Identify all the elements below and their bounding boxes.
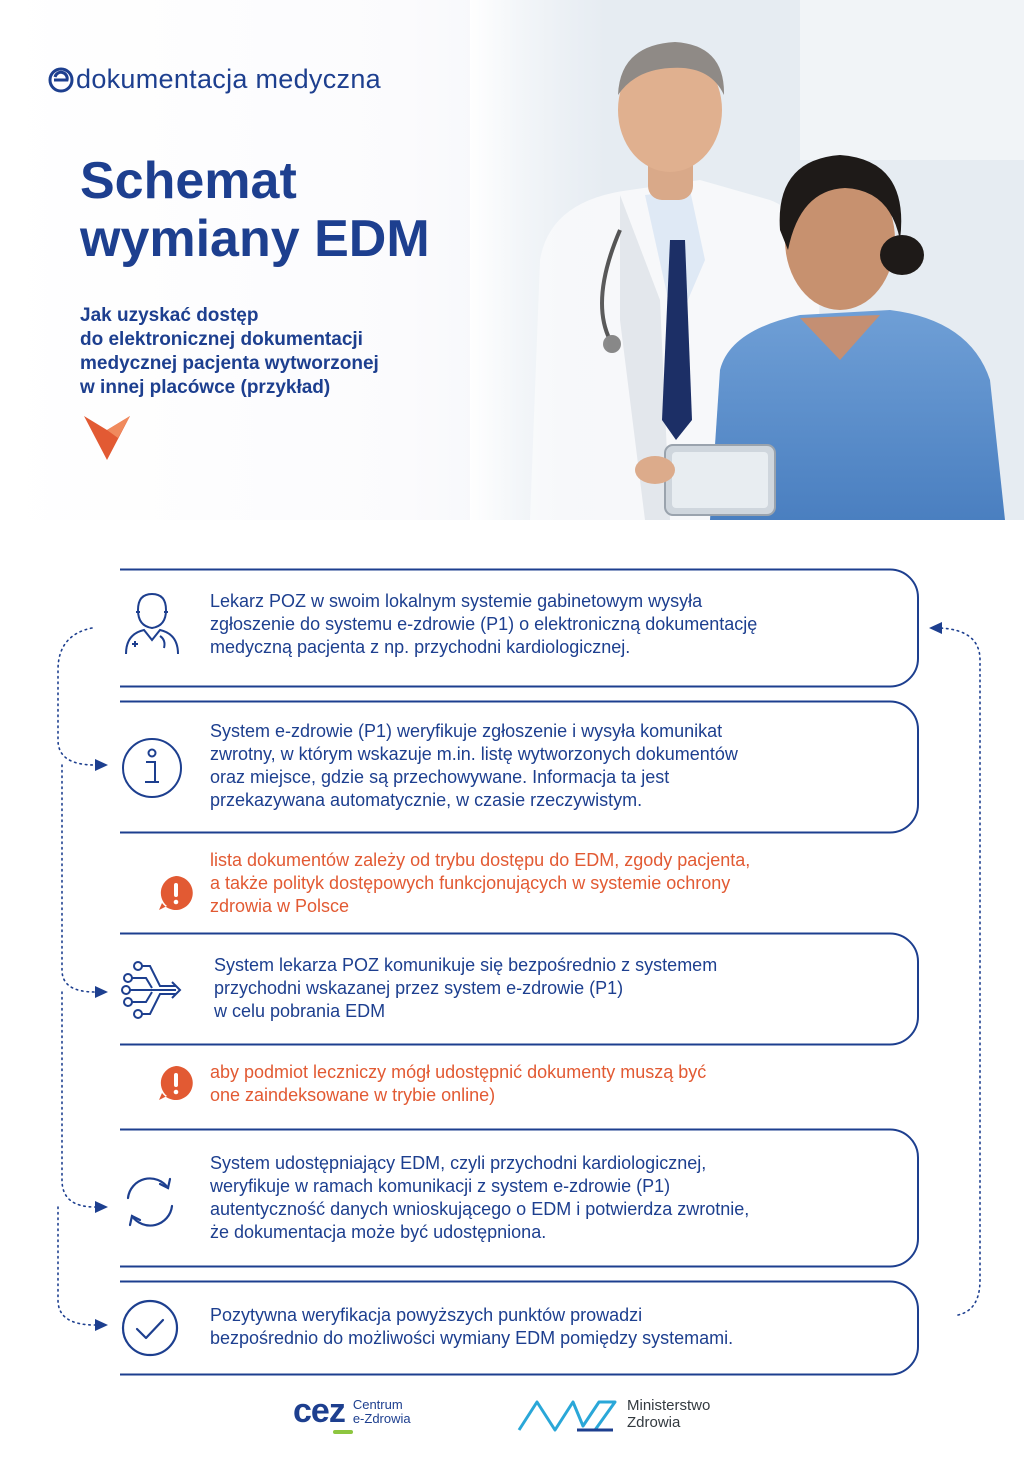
warning-note — [150, 1055, 910, 1117]
cez-logo — [293, 1392, 411, 1431]
step-text — [210, 1304, 910, 1350]
subtitle-line: medycznej pacjenta wytworzonej — [80, 353, 379, 374]
step-card — [120, 700, 920, 834]
text-line: zgłoszenie do systemu e-zdrowie (P1) o elektroniczną dokumentację — [210, 614, 758, 634]
brand-logo — [48, 64, 381, 95]
step-text — [210, 720, 910, 812]
cez-caption-line: e-Zdrowia — [352, 1410, 411, 1426]
check-icon — [120, 1298, 180, 1358]
text-line: aby podmiot leczniczy mógł udostępnić dokumenty muszą być — [210, 1062, 707, 1082]
step-text — [210, 590, 910, 659]
step-card — [120, 1280, 920, 1376]
cez-wordmark: cez — [293, 1392, 345, 1430]
alert-icon — [158, 875, 194, 911]
step-card — [120, 568, 920, 688]
network-icon — [120, 960, 186, 1020]
text-line: w celu pobrania EDM — [214, 1001, 386, 1021]
page-title — [80, 152, 430, 268]
text-line: a także polityk dostępowych funkcjonujących w systemie ochrony — [210, 873, 731, 893]
text-line: że dokumentacja może być udostępniona. — [210, 1222, 547, 1242]
sync-icon — [120, 1172, 180, 1232]
text-line: medyczną pacjenta z np. przychodni kardiologicznej. — [210, 637, 631, 657]
subtitle-line: w innej placówce (przykład) — [80, 377, 331, 398]
cez-caption — [353, 1398, 411, 1426]
page-subtitle — [80, 304, 460, 400]
doctor-icon — [120, 588, 184, 658]
exchange-flow — [0, 540, 1024, 1380]
text-line: weryfikuje w ramach komunikacji z system e-zdrowie (P1) — [210, 1176, 671, 1196]
text-line: przekazywana automatycznie, w czasie rzeczywistym. — [210, 790, 643, 810]
brand-text: dokumentacja medyczna — [76, 64, 381, 94]
ministry-caption-line: Zdrowia — [627, 1414, 681, 1431]
text-line: System udostępniający EDM, czyli przychodni kardiologicznej, — [210, 1153, 707, 1173]
text-line: lista dokumentów zależy od trybu dostępu do EDM, zgody pacjenta, — [210, 850, 751, 870]
cez-caption-line: Centrum — [352, 1396, 403, 1412]
subtitle-line: Jak uzyskać dostęp — [80, 305, 259, 326]
title-line: Schemat — [80, 152, 297, 210]
text-line: przychodni wskazanej przez system e-zdrowie (P1) — [214, 978, 624, 998]
ministry-caption-line: Ministerstwo — [627, 1397, 711, 1414]
text-line: System e-zdrowie (P1) weryfikuje zgłoszenie i wysyła komunikat — [210, 721, 723, 741]
text-line: Lekarz POZ w swoim lokalnym systemie gabinetowym wysyła — [210, 591, 703, 611]
note-text — [210, 849, 910, 918]
text-line: oraz miejsce, gdzie są przechowywane. Informacja ta jest — [210, 767, 670, 787]
text-line: autentyczność danych wnioskującego o EDM i potwierdza zwrotnie, — [210, 1199, 750, 1219]
subtitle-line: do elektronicznej dokumentacji — [80, 329, 363, 350]
hero-section — [0, 0, 1024, 520]
step-text — [214, 954, 914, 1023]
text-line: bezpośrednio do możliwości wymiany EDM pomiędzy systemami. — [210, 1328, 734, 1348]
e-logo-icon — [48, 67, 74, 93]
text-line: zdrowia w Polsce — [210, 896, 350, 916]
text-line: one zaindeksowane w trybie online) — [210, 1085, 496, 1105]
doctors-photo — [470, 0, 1024, 520]
step-card — [120, 1128, 920, 1268]
note-text — [210, 1061, 910, 1107]
ministry-emblem-icon — [517, 1396, 617, 1432]
chevron-down-icon — [82, 414, 132, 462]
ministry-caption — [627, 1397, 710, 1431]
text-line: System lekarza POZ komunikuje się bezpośrednio z systemem — [214, 955, 718, 975]
info-icon — [120, 736, 184, 800]
text-line: Pozytywna weryfikacja powyższych punktów prowadzi — [210, 1305, 643, 1325]
warning-note — [150, 845, 910, 925]
ministry-logo — [517, 1396, 710, 1432]
cez-accent-icon — [333, 1428, 353, 1436]
text-line: zwrotny, w którym wskazuje m.in. listę wytworzonych dokumentów — [210, 744, 738, 764]
step-card — [120, 932, 920, 1046]
alert-icon — [158, 1065, 194, 1101]
step-text — [210, 1152, 910, 1244]
title-line: wymiany EDM — [80, 210, 430, 268]
